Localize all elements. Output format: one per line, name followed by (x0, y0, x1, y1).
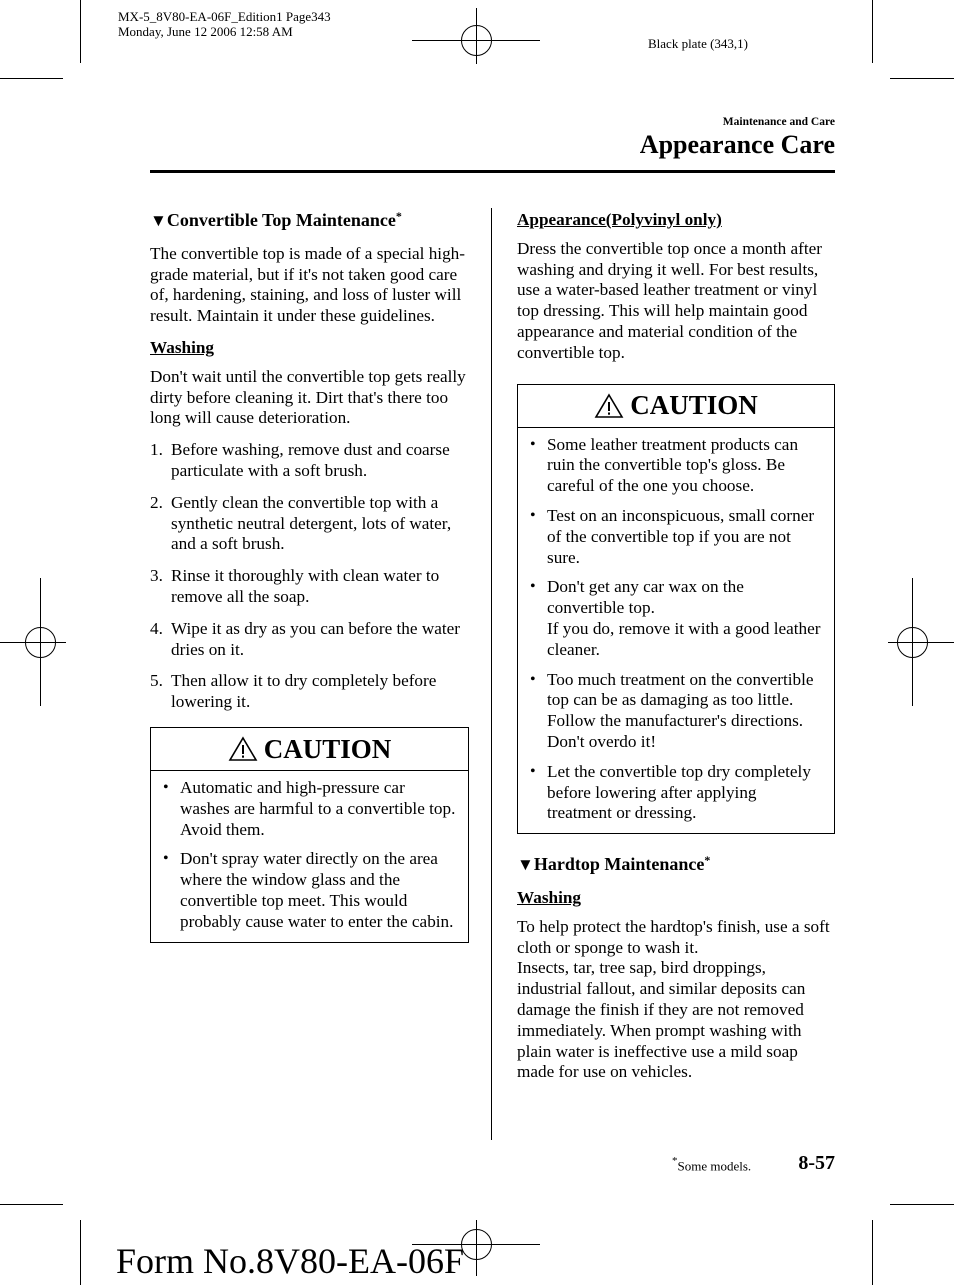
list-item: 4. Wipe it as dry as you can before the water dries on it. (150, 618, 460, 659)
caution-body (151, 771, 468, 942)
appearance-paragraph: Dress the convertible top once a month after washing and drying it well. For best results, use a water-based leather treatment or vinyl top dressing. This will help maintain good appearance and material condition of the convertible top. (517, 238, 822, 362)
page-title: Appearance Care (639, 130, 835, 159)
appearance-subheading: Appearance(Polyvinyl only) (517, 210, 722, 229)
list-item: 2. Gently clean the convertible top with a synthetic neutral detergent, lots of water, and a soft brush. (150, 492, 452, 554)
bullet-icon: • (530, 506, 536, 524)
warning-triangle-icon (594, 393, 624, 419)
caution-box-left (150, 727, 469, 943)
hardtop-washing-subheading: Washing (517, 887, 582, 907)
convertible-top-heading (150, 210, 469, 232)
list-item: • Test on an inconspicuous, small corner of the convertible top if you are not sure. (530, 505, 815, 567)
triangle-marker-icon: ▼ (150, 211, 167, 230)
washing-steps (150, 440, 469, 713)
list-item: 3. Rinse it thoroughly with clean water to remove all the soap. (150, 566, 440, 606)
washing-paragraph: Don't wait until the convertible top gets really dirty before cleaning it. Dirt that's there too long will cause deterioration. (150, 366, 466, 428)
intro-paragraph: The convertible top is made of a special high-grade material, but if it's not taken good care of, hardening, staining, and loss of luster will result. Maintain it under these guidelines. (150, 243, 465, 326)
form-number: Form No.8V80-EA-06F (116, 1241, 464, 1281)
right-column (517, 210, 835, 1094)
column-divider (491, 208, 492, 1140)
footnote (672, 1155, 751, 1175)
list-item: • Too much treatment on the convertible top can be as damaging as too little. Follow the manufacturer's directions. Don't overdo it! (530, 669, 814, 751)
bullet-icon: • (530, 435, 536, 453)
section-name: Maintenance and Care (722, 116, 835, 128)
caution-title: CAUTION (263, 733, 392, 764)
file-info (118, 9, 331, 39)
list-item: • Don't get any car wax on the convertible top. If you do, remove it with a good leather cleaner. (530, 577, 821, 659)
list-item: • Some leather treatment products can ruin the convertible top's gloss. Be careful of the one you choose. (530, 434, 799, 496)
caution-header (151, 728, 468, 771)
caution-title: CAUTION (630, 390, 758, 421)
list-item: 5. Then allow it to dry completely before lowering it. (150, 671, 437, 712)
file-date: Monday, June 12 2006 12:58 AM (118, 24, 293, 39)
asterisk-mark: * (704, 853, 711, 868)
washing-subheading: Washing (150, 337, 215, 357)
warning-triangle-icon (228, 736, 258, 762)
heading-text: Convertible Top Maintenance (166, 210, 396, 230)
heading-text: Hardtop Maintenance (533, 854, 705, 875)
triangle-marker-icon: ▼ (517, 855, 534, 875)
footnote-text: Some models. (677, 1158, 752, 1174)
list-item: • Don't spray water directly on the area where the window glass and the convertible top meet. This would probably cause water to enter the cabin. (163, 849, 454, 931)
asterisk-mark: * (672, 1155, 678, 1167)
list-item: 1. Before washing, remove dust and coarse particulate with a soft brush. (150, 440, 450, 480)
caution-box-right (517, 384, 835, 835)
caution-body (518, 428, 834, 834)
list-item: • Automatic and high-pressure car washes are harmful to a convertible top. Avoid them. (163, 777, 456, 839)
header-rule (150, 170, 835, 173)
caution-header (518, 385, 834, 428)
bullet-icon: • (163, 850, 169, 868)
left-column (150, 210, 469, 963)
plate-label: Black plate (343,1) (648, 36, 748, 51)
bullet-icon: • (530, 578, 536, 596)
hardtop-heading (517, 854, 835, 876)
bullet-icon: • (530, 762, 536, 780)
hardtop-paragraph-1: To help protect the hardtop's finish, use a soft cloth or sponge to wash it. (517, 916, 830, 957)
bullet-icon: • (530, 670, 536, 688)
file-name: MX-5_8V80-EA-06F_Edition1 Page343 (118, 9, 331, 24)
hardtop-paragraph-2: Insects, tar, tree sap, bird droppings, industrial fallout, and similar deposits can damage the finish if they are not removed immediately. When prompt washing with plain water is ineffective use a mild soap made for use on vehicles. (517, 958, 806, 1082)
page-number: 8-57 (798, 1152, 835, 1174)
asterisk-mark: * (395, 209, 402, 223)
list-item: • Let the convertible top dry completely before lowering after applying treatment or dressing. (530, 761, 811, 823)
bullet-icon: • (163, 778, 169, 796)
